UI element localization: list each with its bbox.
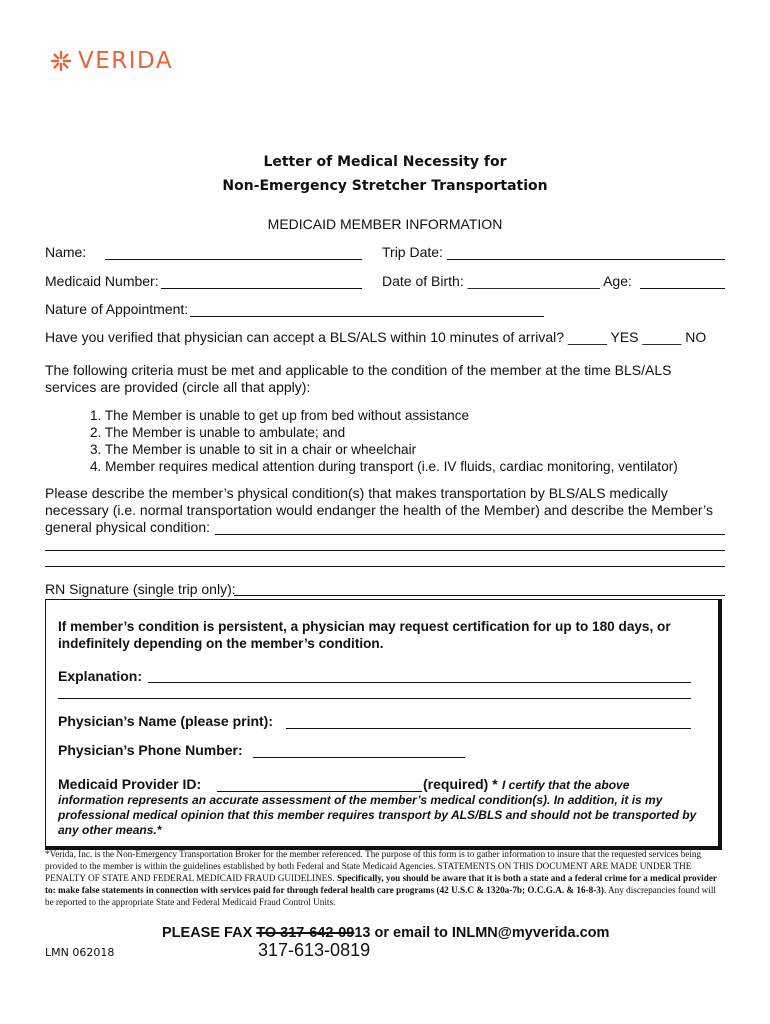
nature-label: Nature of Appointment: bbox=[45, 301, 189, 317]
disclaimer-part3: . Any discrepancies found will be reported to the appropriate State and Federal Medicaid Fraud Control Units. bbox=[45, 885, 716, 907]
fax-suffix: 13 or email to INLMN@myverida.com bbox=[354, 925, 610, 941]
criteria-item-4: 4. Member requires medical attention during transport (i.e. IV fluids, cardiac monitoring, ventilator) bbox=[90, 459, 678, 474]
name-label: Name: bbox=[45, 244, 87, 260]
document-title-line2: Non-Emergency Stretcher Transportation bbox=[222, 178, 548, 194]
condition-line-3[interactable] bbox=[45, 552, 725, 567]
physician-phone-field[interactable] bbox=[253, 743, 465, 758]
condition-line-2[interactable] bbox=[45, 536, 725, 551]
fax-new-number: 317-613-0819 bbox=[258, 940, 371, 960]
logo-wordmark: VERIDA bbox=[78, 48, 174, 74]
fax-old-number: TO 317-642-09 bbox=[256, 925, 355, 941]
name-field[interactable] bbox=[105, 245, 362, 260]
persistent-notice: If member’s condition is persistent, a physician may request certification for up to 180 days, or indefinitely depending on the member’s condition. bbox=[58, 619, 671, 651]
criteria-item-1: 1. The Member is unable to get up from bed without assistance bbox=[90, 408, 470, 423]
fax-instructions bbox=[162, 925, 609, 941]
trip-date-field[interactable] bbox=[447, 245, 725, 260]
criteria-item-2: 2. The Member is unable to ambulate; and bbox=[90, 425, 346, 440]
age-field[interactable] bbox=[640, 274, 725, 289]
fax-prefix: PLEASE FAX bbox=[162, 925, 257, 941]
criteria-item-3: 3. The Member is unable to sit in a chair or wheelchair bbox=[90, 442, 417, 457]
disclaimer-part1: *Verida, Inc. is the Non-Emergency Transportation Broker for the member referenced. The purpose of this form is to gather information to insure that the requested services being provided to the member is within the guidelines established by both Federal and State Medicaid Agencies. STATEMENTS ON THIS DOCUMENT ARE MADE UNDER THE PENALTY OF STATE AND FEDERAL MEDICAID FRAUD GUIDELINES. bbox=[45, 849, 702, 883]
starburst-icon bbox=[50, 50, 72, 72]
form-code: LMN 062018 bbox=[45, 946, 115, 959]
physician-phone-label: Physician’s Phone Number: bbox=[58, 742, 243, 758]
medicaid-number-field[interactable] bbox=[161, 274, 362, 289]
physician-name-label: Physician’s Name (please print): bbox=[58, 713, 273, 729]
condition-line-1[interactable] bbox=[215, 520, 725, 535]
physician-name-field[interactable] bbox=[286, 714, 691, 729]
required-note: (required) * bbox=[423, 776, 498, 792]
disclaimer-part2: Specifically, you should be aware that it is both a state and a federal crime for a medical provider to: make false statements in connection with services paid for through federal health care programs (42 U.S.C & 1320a-7b; O.C.G.A. & 16-8-3) bbox=[45, 873, 717, 895]
criteria-intro: The following criteria must be met and applicable to the condition of the member at the time BLS/ALS services are provided (circle all that apply): bbox=[45, 362, 672, 395]
provider-id-label: Medicaid Provider ID: bbox=[58, 776, 202, 792]
disclaimer bbox=[45, 848, 725, 908]
verida-logo bbox=[50, 46, 173, 76]
verify-question: Have you verified that physician can accept a BLS/ALS within 10 minutes of arrival? _____ YES _____ NO bbox=[45, 329, 707, 345]
medicaid-number-label: Medicaid Number: bbox=[45, 273, 159, 289]
provider-id-field[interactable] bbox=[217, 777, 422, 792]
nature-field[interactable] bbox=[190, 302, 544, 317]
certify-start: I certify that the above bbox=[502, 778, 630, 792]
describe-instructions: Please describe the member’s physical condition(s) that makes transportation by BLS/ALS medically necessary (i.e. normal transportation would endanger the health of the Member) and describe the Member’s general physical condition: bbox=[45, 485, 713, 535]
trip-date-label: Trip Date: bbox=[382, 244, 443, 260]
certify-statement: information represents an accurate assessment of the member’s medical condition(s). In addition, it is my professional medical opinion that this member requires transport by ALS/BLS and should not be transported by any other means.* bbox=[58, 793, 697, 837]
rn-signature-label: RN Signature (single trip only): bbox=[45, 581, 236, 597]
section-heading: MEDICAID MEMBER INFORMATION bbox=[267, 216, 503, 232]
dob-age-label: Date of Birth: _________________ Age: bbox=[382, 273, 632, 289]
explanation-field-1[interactable] bbox=[148, 668, 691, 683]
document-title-line1: Letter of Medical Necessity for bbox=[263, 154, 507, 170]
rn-signature-field[interactable] bbox=[234, 581, 725, 596]
explanation-field-2[interactable] bbox=[58, 684, 691, 699]
explanation-label: Explanation: bbox=[58, 668, 143, 684]
